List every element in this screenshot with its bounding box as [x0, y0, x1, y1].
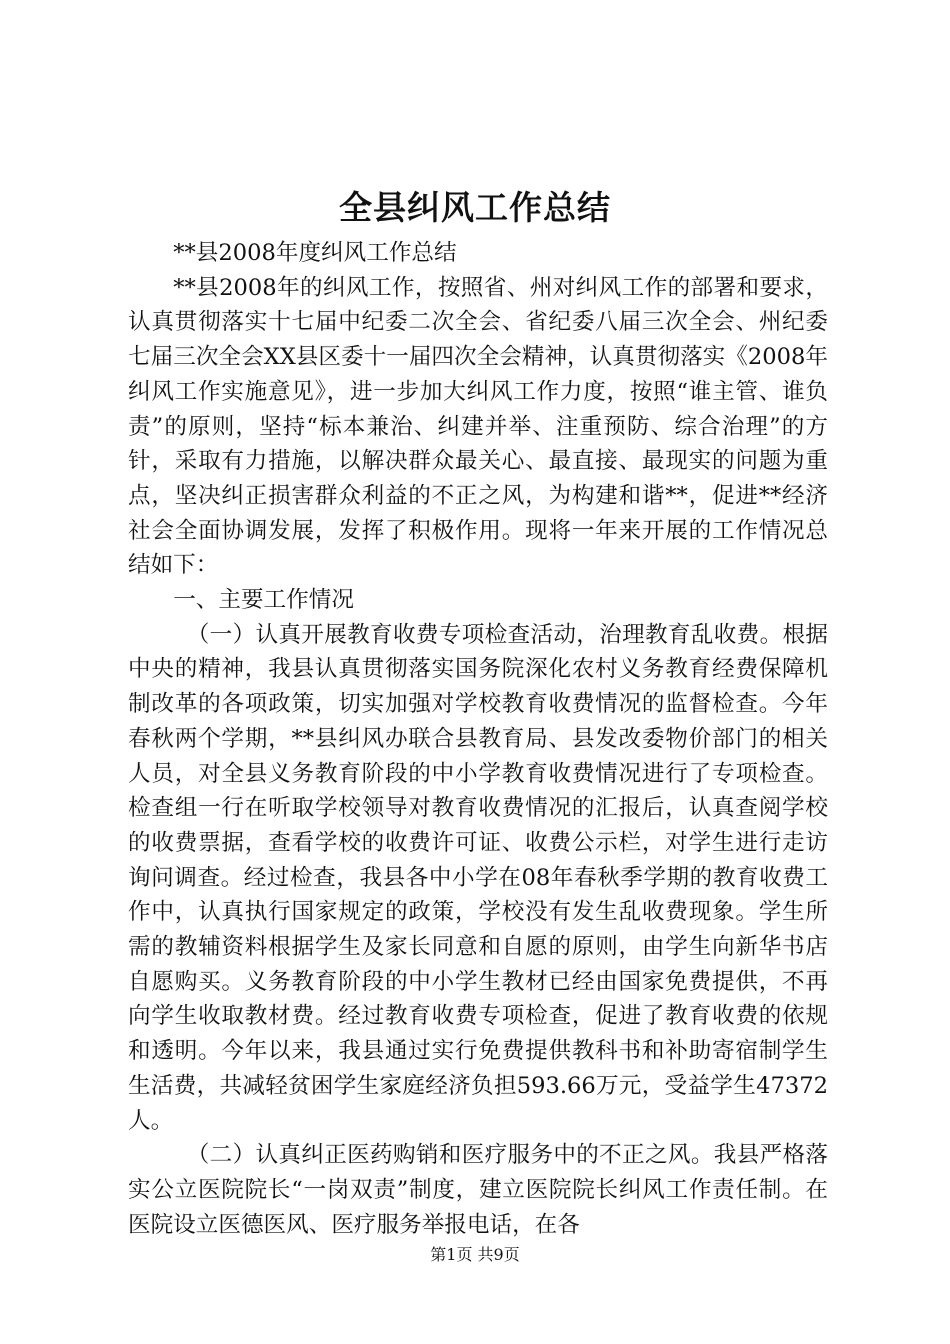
document-title: 全县纠风工作总结 [339, 188, 611, 227]
document-body [128, 236, 828, 1242]
report-subtitle: **县2008年度纠风工作总结 [173, 240, 457, 266]
education-fee-paragraph: （一）认真开展教育收费专项检查活动，治理教育乱收费。根据中央的精神，我县认真贯彻落实国务院深化农村义务教育经费保障机制改革的各项政策，切实加强对学校教育收费情况的监督检查。今年春秋两个学期，**县纠风办联合县教育局、县发改委物价部门的相关人员，对全县义务教育阶段的中小学教育收费情况进行了专项检查。检查组一行在听取学校领导对教育收费情况的汇报后，认真查阅学校的收费票据，查看学校的收费许可证、收费公示栏，对学生进行走访询问调查。经过检查，我县各中小学在08年春秋季学期的教育收费工作中，认真执行国家规定的政策，学校没有发生乱收费现象。学生所需的教辅资料根据学生及家长同意和自愿的原则，由学生向新华书店自愿购买。义务教育阶段的中小学生教材已经由国家免费提供，不再向学生收取教材费。经过教育收费专项检查，促进了教育收费的依规和透明。今年以来，我县通过实行免费提供教科书和补助寄宿制学生生活费，共减轻贫困学生家庭经济负担593.66万元，受益学生47372人。 [128, 621, 828, 1134]
section-heading: 一、主要工作情况 [173, 587, 354, 614]
page-number-footer: 第1页 共9页 [430, 1245, 520, 1264]
intro-paragraph: **县2008年的纠风工作，按照省、州对纠风工作的部署和要求，认真贯彻落实十七届中纪委二次全会、省纪委八届三次全会、州纪委七届三次全会XX县区委十一届四次全会精神，认真贯彻落实《2008年纠风工作实施意见》，进一步加大纠风工作力度，按照“谁主管、谁负责”的原则，坚持“标本兼治、纠建并举、注重预防、综合治理”的方针，采取有力措施，以解决群众最关心、最直接、最现实的问题为重点，坚决纠正损害群众利益的不正之风，为构建和谐**，促进**经济社会全面协调发展，发挥了积极作用。现将一年来开展的工作情况总结如下： [128, 274, 828, 579]
medical-paragraph: （二）认真纠正医药购销和医疗服务中的不正之风。我县严格落实公立医院院长“一岗双责”制度，建立医院院长纠风工作责任制。在医院设立医德医风、医疗服务举报电话，在各 [128, 1142, 828, 1238]
